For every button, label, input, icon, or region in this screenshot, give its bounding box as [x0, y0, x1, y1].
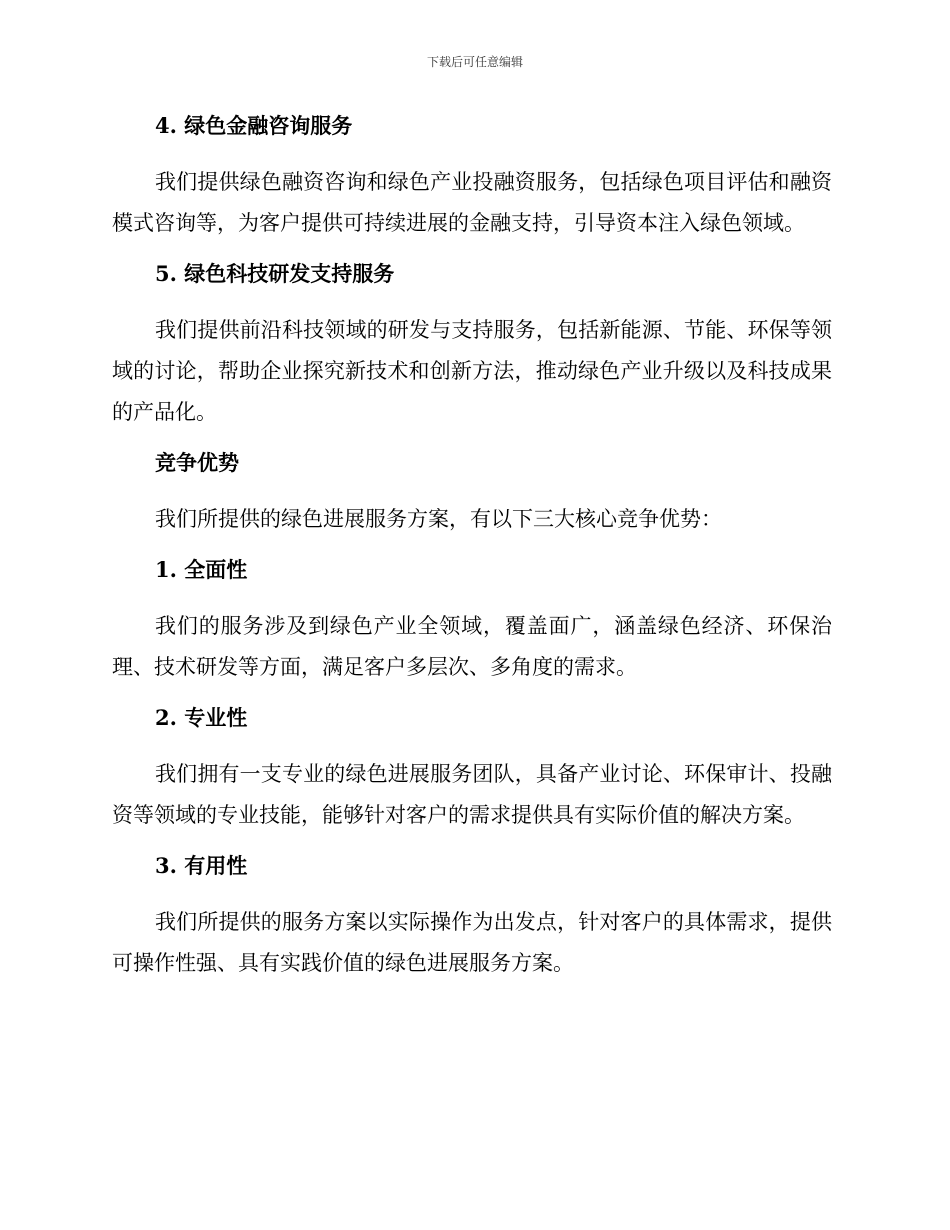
section-heading: 1. 全面性: [155, 557, 248, 582]
section-green-finance: [112, 108, 832, 244]
section-green-tech-rd: [112, 256, 832, 433]
page-header: 下载后可任意编辑: [426, 55, 523, 69]
section-heading: 3. 有用性: [155, 853, 248, 878]
section-competitive-advantage: [112, 445, 832, 540]
section-professionalism: [112, 700, 832, 836]
section-paragraph: 我们提供前沿科技领域的研发与支持服务，包括新能源、节能、环保等领域的讨论，帮助企业探究新技术和创新方法，推动绿色产业升级以及科技成果的产品化。: [112, 318, 832, 424]
section-paragraph: 我们所提供的服务方案以实际操作为出发点，针对客户的具体需求，提供可操作性强、具有实践价值的绿色进展服务方案。: [112, 910, 832, 975]
section-heading: 4. 绿色金融咨询服务: [155, 113, 353, 138]
section-paragraph: 我们拥有一支专业的绿色进展服务团队，具备产业讨论、环保审计、投融资等领域的专业技能，能够针对客户的需求提供具有实际价值的解决方案。: [112, 762, 832, 827]
section-comprehensiveness: [112, 552, 832, 688]
section-heading: 竞争优势: [155, 450, 239, 475]
section-practicality: [112, 848, 832, 984]
document-body: [112, 108, 832, 996]
section-heading: 2. 专业性: [155, 705, 248, 730]
section-paragraph: 我们所提供的绿色进展服务方案，有以下三大核心竞争优势：: [155, 507, 722, 531]
section-paragraph: 我们提供绿色融资咨询和绿色产业投融资服务，包括绿色项目评估和融资模式咨询等，为客户提供可持续进展的金融支持，引导资本注入绿色领域。: [112, 170, 832, 235]
section-heading: 5. 绿色科技研发支持服务: [155, 261, 395, 286]
section-paragraph: 我们的服务涉及到绿色产业全领域，覆盖面广，涵盖绿色经济、环保治理、技术研发等方面，满足客户多层次、多角度的需求。: [112, 614, 832, 679]
